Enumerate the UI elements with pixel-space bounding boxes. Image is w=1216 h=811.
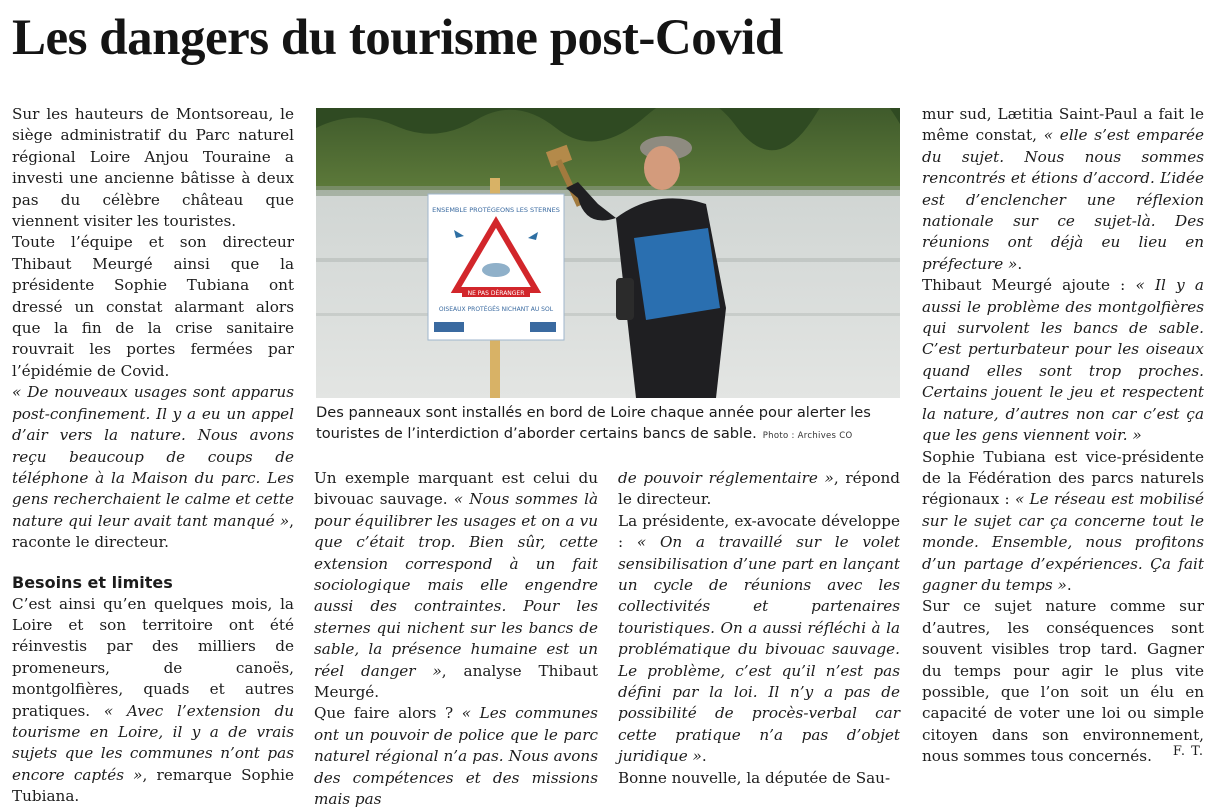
quote-attribution: , raconte le directeur. <box>12 511 294 552</box>
photo-credit: Photo : Archives CO <box>762 431 853 441</box>
article-photo <box>316 108 900 398</box>
paragraph: Sur ce sujet nature comme sur d’autres, les conséquences sont souvent visibles trop tard. Gagner du temps pour agir le plus vite possible, que l’on soit un élu en capacité de voter une loi ou simple citoyen dans son environnement, nous sommes tous concernés. <box>922 597 1204 766</box>
paragraph-text: Un exemple marquant est celui du bivouac sauvage. <box>314 469 598 509</box>
paragraph-text: Thibaut Meurgé ajoute : <box>922 276 1136 295</box>
paragraph <box>922 104 1204 275</box>
quote: de pouvoir réglementaire » <box>618 469 834 487</box>
paragraph <box>12 594 294 808</box>
column-1 <box>12 104 294 808</box>
paragraph <box>922 447 1204 597</box>
quote: « Il y a aussi le problème des montgolfières qui survolent les bancs de sable. C’est perturbateur pour les oiseaux quand elles sont trop proches. Certains jouent le jeu et respectent la nature, d’autres non car c’est ça que les gens viennent voir. » <box>922 276 1204 445</box>
author-signature: F. T. <box>1172 744 1204 759</box>
paragraph-text: mur sud, Lætitia Saint-Paul a fait le même constat, <box>922 105 1204 145</box>
sign-bottom-text: OISEAUX PROTÉGÉS NICHANT AU SOL <box>438 306 554 313</box>
quote-attribution: . <box>1017 254 1023 273</box>
quote: « Les communes ont un pouvoir de police que le parc naturel régional n’a pas. Nous avons des compétences et des missions mais pas <box>314 704 598 809</box>
quote: « elle s’est emparée du sujet. Nous nous sommes rencontrés et étions d’accord. L’idée est d’enclencher une réflexion nationale sur ce sujet-là. Des réunions ont déjà eu lieu en préfecture » <box>922 126 1205 273</box>
photo-illustration <box>316 108 900 398</box>
paragraph-text: Que faire alors ? <box>314 704 462 723</box>
quote-attribution: . <box>701 747 707 766</box>
warning-sign <box>428 194 564 340</box>
quote: « On a travaillé sur le volet sensibilisation d’une part en lançant un cycle de réunions avec les collectivités et partenaires touristiques. On a aussi réfléchi à la problématique du bivouac sauvage. Le problème, c’est qu’il n’est pas défini par la loi. Il n’y a pas de possibilité de procès-verbal car cette pratique n’a pas d’objet juridique » <box>618 533 900 766</box>
quote: « Nous sommes là pour équilibrer les usages et on a vu que c’était trop. Bien sûr, cette extension correspond à un fait sociologique mais elle engendre aussi des contraintes. Pour les sternes qui nichent sur les bancs de sable, la présence humaine est un réel danger » <box>314 490 599 680</box>
column-3 <box>618 468 900 789</box>
subheading: Besoins et limites <box>12 572 173 592</box>
quote-attribution: , répond le directeur. <box>618 469 900 509</box>
column-2 <box>314 468 598 811</box>
quote: « De nouveaux usages sont apparus post-confinement. Il y a eu un appel d’air vers la nature. Nous avons reçu beaucoup de coups de téléphone à la Maison du parc. Les gens recherchaient le calme et cette nature qui leur avait tant manqué » <box>12 383 294 530</box>
sign-top-text: ENSEMBLE PROTÉGEONS LES STERNES <box>432 206 560 214</box>
paragraph <box>314 703 598 810</box>
quote-attribution: , remarque Sophie Tubiana. <box>12 765 294 806</box>
paragraph-text: Sophie Tubiana est vice-présidente de la Fédération des parcs naturels régionaux : <box>922 447 1204 509</box>
sign-warning-text: NE PAS DÉRANGER <box>467 290 525 297</box>
quote: « Le réseau est mobilisé sur le sujet car ça concerne tout le monde. Ensemble, nous profitons d’un partage d’expériences. Ça fait gagner du temps » <box>922 490 1204 594</box>
quote-attribution: . <box>1066 575 1072 594</box>
paragraph: Sur les hauteurs de Montsoreau, le siège administratif du Parc naturel régional Loire Anjou Touraine a investi une ancienne bâtisse à deux pas du célèbre château que viennent visiter les touristes. <box>12 105 294 231</box>
quote-attribution: , analyse Thibaut Meurgé. <box>314 661 598 702</box>
caption-text: Des panneaux sont installés en bord de Loire chaque année pour alerter les touristes de l’interdiction d’aborder certains bancs de sable. <box>316 404 871 442</box>
paragraph <box>618 511 900 768</box>
paragraph-text: La présidente, ex-avocate développe : <box>618 511 900 552</box>
headline: Les dangers du tourisme post-Covid <box>12 10 783 66</box>
paragraph <box>314 468 598 703</box>
column-4 <box>922 104 1204 768</box>
photo-caption <box>316 402 906 447</box>
paragraph-text: C’est ainsi qu’en quelques mois, la Loire et son territoire ont été réinvestis par des milliers de promeneurs, de canoës, montgolfières, quads et autres pratiques. <box>12 594 294 720</box>
paragraph: Toute l’équipe et son directeur Thibaut Meurgé ainsi que la présidente Sophie Tubiana ont dressé un constat alarmant alors que la fin de la crise sanitaire rouvrait les portes fermées par l’épidémie de Covid. <box>12 233 294 380</box>
paragraph <box>12 382 294 553</box>
paragraph: Bonne nouvelle, la députée de Sau- <box>618 768 891 787</box>
quote: « Avec l’extension du tourisme en Loire, il y a de vrais sujets que les communes n’ont pas encore captés » <box>12 701 294 784</box>
paragraph <box>618 468 900 511</box>
paragraph <box>922 275 1204 446</box>
